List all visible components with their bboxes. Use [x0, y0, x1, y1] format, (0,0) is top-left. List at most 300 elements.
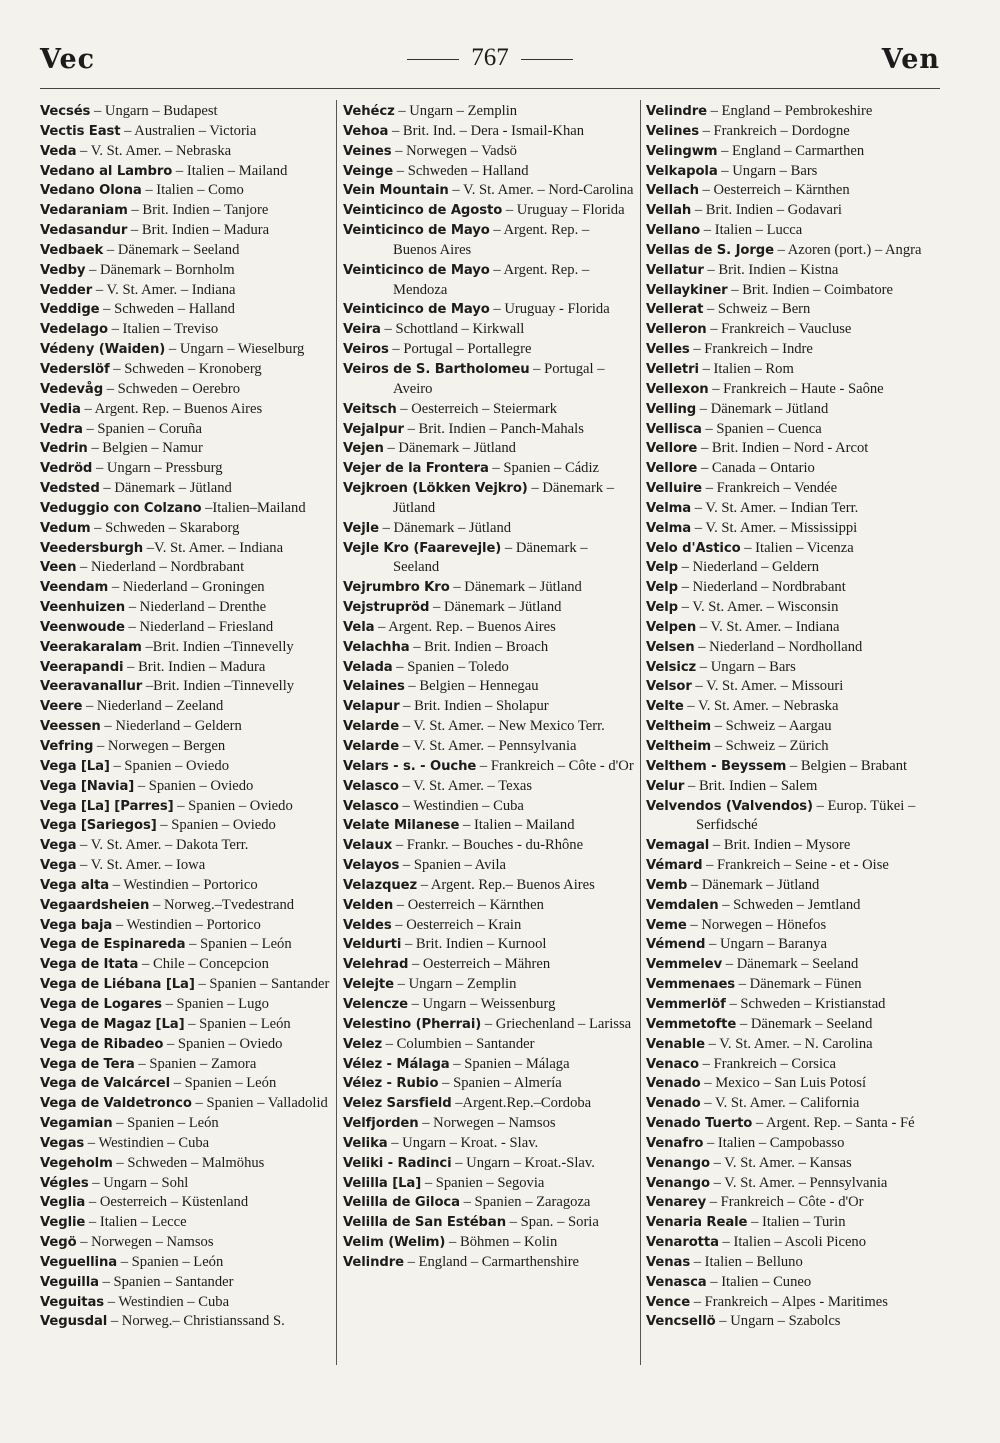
entry [40, 658, 332, 678]
entry-headword: Veinticinco de Mayo [343, 262, 490, 278]
entry-location: – Westindien – Cuba [402, 797, 524, 814]
entry [646, 697, 940, 717]
entry-location: – Spanien – Valladolid [195, 1095, 328, 1112]
entry-location: – Italien – Belluno [693, 1253, 803, 1270]
entry [646, 598, 940, 618]
entry-headword: Veltheim [646, 739, 712, 754]
entry-location: – Frankreich – Côte - d'Or [709, 1194, 864, 1211]
entry-location: – Dänemark – Jütland [393, 480, 615, 516]
entry-headword: Vehécz [343, 104, 395, 119]
entry [343, 916, 635, 936]
entry-location: – Spanien – Segovia [424, 1174, 545, 1191]
entry-headword: Vellexon [646, 381, 709, 397]
entry [343, 797, 635, 817]
entry-headword: Velsicz [646, 659, 697, 675]
entry-headword: Végles [40, 1175, 89, 1191]
entry-headword: Veiros [343, 342, 389, 358]
entry-location: – Belgien – Brabant [789, 757, 908, 774]
entry-location: – Italien – Rom [702, 360, 794, 377]
entry-location: – Schweden – Halland [396, 162, 529, 179]
entry-location: – Spanien – Zaragoza [463, 1194, 591, 1211]
entry-headword: Venasca [646, 1274, 707, 1290]
entry-location: – V. St. Amer. – Nebraska [687, 698, 839, 715]
entry-headword: Velletri [646, 361, 699, 377]
entry-location: – Dänemark – Jütland [103, 480, 232, 497]
entry-headword: Velindre [343, 1254, 404, 1270]
entry [343, 836, 635, 856]
entry [40, 539, 332, 559]
entry [40, 360, 332, 380]
entry-location: – Spanien – Santander [198, 976, 330, 993]
entry-headword: Vellah [646, 203, 692, 219]
entry-location: – Niederland – Friesland [128, 618, 274, 635]
entry [343, 400, 635, 420]
entry [646, 1213, 940, 1233]
entry-location: – Schweden – Jemtland [722, 896, 861, 913]
entry-headword: Vega [40, 838, 77, 854]
entry-headword: Veedersburgh [40, 540, 144, 556]
entry-headword: Vejle [343, 520, 379, 536]
entry [40, 618, 332, 638]
entry-location: – Niederland – Groningen [111, 579, 265, 596]
entry-location: – Argent. Rep.– Buenos Aires [420, 876, 595, 893]
entry [343, 420, 635, 440]
entry-headword: Vellore [646, 441, 698, 457]
entry-headword: Velilla de San Estéban [343, 1215, 506, 1231]
entry [343, 539, 635, 579]
entry-headword: Veeravanallur [40, 679, 143, 695]
entry-headword: Velp [646, 600, 678, 616]
entry [343, 935, 635, 955]
entry-headword: Vemdalen [646, 897, 719, 913]
column-3 [646, 102, 940, 1332]
entry [646, 499, 940, 519]
entry-headword: Venado [646, 1076, 701, 1092]
header-right-catchword: Ven [881, 44, 940, 75]
entry-location: – Norwegen – Hönefos [690, 916, 827, 933]
entry-headword: Veitsch [343, 401, 397, 417]
header-rule [40, 88, 940, 89]
entry [646, 439, 940, 459]
entry-headword: Veen [40, 560, 77, 576]
entry-headword: Velez [343, 1036, 383, 1052]
entry-headword: Venango [646, 1175, 710, 1191]
entry-headword: Vemmetofte [646, 1016, 737, 1032]
entry-location: – Schweiz – Bern [706, 301, 811, 318]
entry-headword: Velehrad [343, 957, 409, 973]
entry-location: – Spanien – Lugo [165, 995, 269, 1012]
entry-headword: Vega [40, 858, 77, 874]
entry-location: – Ungarn – Zemplin [397, 976, 517, 993]
entry-location: – Brit. Indien – Broach [413, 638, 549, 655]
entry-headword: Vegamian [40, 1116, 113, 1132]
entry-location: – Uruguay – Florida [505, 202, 625, 219]
entry [646, 717, 940, 737]
entry-headword: Vedum [40, 520, 91, 536]
entry-headword: Veira [343, 322, 381, 338]
entry-headword: Veendam [40, 580, 109, 596]
entry [343, 618, 635, 638]
entry-headword: Vélez - Rubio [343, 1076, 439, 1092]
entry [646, 1253, 940, 1273]
entry [646, 757, 940, 777]
entry-headword: Veere [40, 699, 83, 715]
entry-location: – Norwegen – Vadsö [395, 142, 517, 159]
entry-headword: Velp [646, 560, 678, 576]
entry-location: – Frankreich – Côte - d'Or [479, 757, 634, 774]
entry-headword: Velte [646, 699, 684, 715]
entry-location: – Brit. Indien – Madura [130, 222, 270, 239]
entry-location: – Niederland – Geldern [104, 718, 242, 735]
entry-location: – Schweden – Halland [103, 301, 235, 318]
entry-location: – Spanien – León [116, 1115, 219, 1132]
entry-location: – Ungarn – Zemplin [398, 103, 518, 119]
entry-location: – Ungarn – Szabolcs [719, 1313, 841, 1330]
entry-headword: Velur [646, 778, 685, 794]
header-left-catchword: Vec [40, 44, 96, 75]
entry [40, 300, 332, 320]
entry-headword: Védeny (Waiden) [40, 342, 166, 358]
entry [40, 122, 332, 142]
entry-headword: Vemagal [646, 838, 710, 854]
entry-headword: Vellore [646, 461, 698, 477]
entry [646, 1015, 940, 1035]
entry [40, 181, 332, 201]
entry-headword: Vémard [646, 858, 703, 874]
entry-location: – Belgien – Namur [91, 440, 203, 457]
entry-location: – Westindien – Portorico [115, 916, 261, 933]
entry-headword: Vedano Olona [40, 183, 142, 199]
entry-location: – Ungarn – Wieselburg [168, 341, 305, 358]
entry [40, 697, 332, 717]
entry-location: – Argent. Rep. – Santa - Fé [755, 1115, 915, 1132]
entry [646, 479, 940, 499]
entry-location: – Niederland – Nordbrabant [681, 579, 846, 596]
entry-headword: Vemb [646, 877, 688, 893]
entry [343, 1134, 635, 1154]
entry-headword: Venarotta [646, 1235, 719, 1251]
entry-location: – Europ. Tükei – Serfidsché [696, 797, 916, 834]
entry-headword: Velthem - Beyssem [646, 758, 787, 774]
entry-location: – England – Pembrokeshire [710, 103, 873, 119]
entry [646, 1035, 940, 1055]
entry-location: – V. St. Amer. – Nord-Carolina [452, 182, 634, 199]
entry-headword: Vencsellö [646, 1314, 716, 1330]
entry-headword: Veines [343, 143, 392, 159]
entry-location: – Norweg.– Christianssand S. [110, 1313, 285, 1330]
entry-location: – Niederland – Zeeland [85, 698, 224, 715]
page-number-block [40, 44, 940, 72]
entry-location: – Brit. Indien – Sholapur [403, 698, 549, 715]
entry [343, 1193, 635, 1213]
column-1 [40, 102, 332, 1332]
entry [40, 995, 332, 1015]
entry-location: – Spanien – Coruña [86, 420, 202, 437]
entry [646, 578, 940, 598]
entry-headword: Venas [646, 1254, 691, 1270]
entry-headword: Velejte [343, 977, 394, 993]
entry-location: – Belgien – Hennegau [408, 678, 539, 695]
entry [646, 1114, 940, 1134]
entry-headword: Vejen [343, 441, 384, 457]
entry-location: – Italien – Treviso [111, 321, 219, 338]
header-dash-left [407, 59, 459, 60]
entry [343, 479, 635, 519]
entry-headword: Velindre [646, 104, 707, 119]
entry [40, 1055, 332, 1075]
entry-headword: Velarde [343, 719, 400, 735]
entry [40, 1134, 332, 1154]
entry-headword: Vega de Ribadeo [40, 1036, 164, 1052]
entry-location: – Italien – Vicenza [744, 539, 854, 556]
entry-location: – Spanien – Málaga [453, 1055, 570, 1072]
entry-location: – Oesterreich – Küstenland [88, 1194, 249, 1211]
entry-location: – Italien – Cuneo [710, 1273, 812, 1290]
entry [343, 1035, 635, 1055]
entry-headword: Veinticinco de Agosto [343, 203, 503, 219]
entry-headword: Veglie [40, 1215, 86, 1231]
entry [646, 737, 940, 757]
entry-location: – Ungarn – Bars [699, 658, 796, 675]
entry-headword: Vellisca [646, 421, 702, 437]
entry-location: – Frankreich – Vaucluse [710, 321, 852, 338]
entry-headword: Vellatur [646, 262, 704, 278]
entry [40, 1233, 332, 1253]
entry-location: – V. St. Amer. – Wisconsin [681, 599, 839, 616]
entry-headword: Velaines [343, 679, 405, 695]
entry-headword: Velo d'Astico [646, 540, 741, 556]
entry [646, 935, 940, 955]
entry-location: – Dänemark – Jütland [690, 876, 820, 893]
entry [40, 1193, 332, 1213]
entry-location: – Brit. Ind. – Dera - Ismail-Khan [391, 122, 585, 139]
entry-headword: Vela [343, 619, 375, 635]
entry-location: – Dänemark – Bornholm [89, 261, 235, 278]
entry-headword: Vejer de la Frontera [343, 461, 489, 477]
header-dash-right [521, 59, 573, 60]
entry [646, 241, 940, 261]
entry [343, 360, 635, 400]
entry-headword: Velma [646, 520, 692, 536]
entry-location: – Oesterreich – Kärnthen [396, 896, 544, 913]
entry-location: – V. St. Amer. – Kansas [713, 1154, 852, 1171]
entry [646, 360, 940, 380]
entry [646, 876, 940, 896]
entry [646, 975, 940, 995]
entry [646, 1074, 940, 1094]
entry-headword: Vega de Valdetronco [40, 1096, 192, 1112]
entry [343, 300, 635, 320]
entry-headword: Veguilla [40, 1274, 99, 1290]
entry [40, 1114, 332, 1134]
entry-location: – Italien – Turin [751, 1214, 846, 1231]
entry-location: – Brit. Indien – Panch-Mahals [407, 420, 584, 437]
entry-headword: Velilla [La] [343, 1175, 422, 1191]
entry-location: – Canada – Ontario [700, 460, 815, 477]
entry-headword: Vellach [646, 183, 699, 199]
entry-location: – Frankreich – Dordogne [702, 122, 850, 139]
entry [343, 816, 635, 836]
entry-location: – Schweiz – Aargau [714, 718, 832, 735]
entry-location: – Westindien – Cuba [87, 1134, 210, 1151]
entry-location: – Dänemark – Jütland [453, 579, 582, 596]
entry-location: – Spanien – Oviedo [137, 777, 254, 794]
entry [343, 102, 635, 122]
entry-location: – Brit. Indien – Tanjore [131, 202, 269, 219]
entry [343, 1055, 635, 1075]
entry [343, 261, 635, 301]
entry [343, 519, 635, 539]
entry-location: – V. St. Amer. – Mississippi [694, 519, 858, 536]
entry [40, 201, 332, 221]
entry [40, 439, 332, 459]
entry [40, 519, 332, 539]
entry [646, 1312, 940, 1332]
entry-headword: Venado Tuerto [646, 1116, 753, 1132]
entry-headword: Vedano al Lambro [40, 163, 173, 179]
entry [40, 1312, 332, 1332]
entry-headword: Veerapandi [40, 659, 124, 675]
entry [40, 241, 332, 261]
entry [343, 1154, 635, 1174]
entry-headword: Veinticinco de Mayo [343, 302, 490, 318]
entry-location: – Dänemark – Seeland [725, 956, 859, 973]
entry-headword: Vegas [40, 1135, 85, 1151]
entry-headword: Vegaardsheien [40, 897, 150, 913]
entry-location: – Ungarn – Pressburg [95, 460, 223, 477]
entry-headword: Vellano [646, 223, 701, 239]
entry [40, 261, 332, 281]
entry [646, 658, 940, 678]
entry-location: –V. St. Amer. – Indiana [146, 539, 284, 556]
entry-location: – Columbien – Santander [385, 1035, 535, 1052]
entry-headword: Veglia [40, 1195, 86, 1211]
entry-location: – Westindien – Cuba [107, 1293, 230, 1310]
entry [646, 181, 940, 201]
entry-headword: Velars - s. - Ouche [343, 758, 477, 774]
entry-headword: Velim (Welim) [343, 1235, 446, 1251]
page-header [40, 44, 940, 84]
entry [343, 578, 635, 598]
entry [343, 1253, 635, 1273]
entry-location: – V. St. Amer. – Nebraska [80, 142, 232, 159]
entry-location: – Frankreich – Indre [693, 341, 813, 358]
entry-headword: Vedder [40, 282, 93, 298]
entry-headword: Venaco [646, 1056, 699, 1072]
entry-location: – Australien – Victoria [124, 122, 257, 139]
entry-headword: Vecsés [40, 104, 91, 119]
entry [40, 142, 332, 162]
entry-headword: Venado [646, 1096, 701, 1112]
entry-headword: Vega [Sariegos] [40, 818, 157, 834]
entry-location: – Oesterreich – Mähren [411, 956, 551, 973]
entry-location: – Brit. Indien – Godavari [694, 202, 842, 219]
entry-headword: Vehoa [343, 123, 389, 139]
entry [40, 737, 332, 757]
entry-location: – Italien – Lecce [88, 1214, 187, 1231]
entry-location: – Schweden – Skaraborg [94, 519, 240, 536]
entry [343, 658, 635, 678]
entry-headword: Veenhuizen [40, 600, 126, 616]
entry-headword: Veddige [40, 302, 100, 318]
entry [343, 181, 635, 201]
entry-headword: Veguitas [40, 1294, 105, 1310]
entry [343, 340, 635, 360]
entry [646, 102, 940, 122]
entry-headword: Vega de Itata [40, 957, 139, 973]
entry [40, 777, 332, 797]
entry-headword: Vega de Espinareda [40, 937, 186, 953]
entry-location: – Italien – Campobasso [706, 1134, 845, 1151]
entry [343, 697, 635, 717]
entry [40, 816, 332, 836]
entry-location: – Spanien – León [173, 1075, 277, 1092]
entry-headword: Venarey [646, 1195, 707, 1211]
entry [343, 1233, 635, 1253]
entry-headword: Velencze [343, 996, 408, 1012]
entry-location: – V. St. Amer. – N. Carolina [708, 1035, 873, 1052]
entry [40, 1154, 332, 1174]
entry-location: – Dänemark – Seeland [739, 1015, 873, 1032]
entry-headword: Venable [646, 1036, 705, 1052]
entry-headword: Vederslöf [40, 361, 110, 377]
entry-headword: Vegusdal [40, 1314, 108, 1330]
entry-location: – V. St. Amer. – Indiana [95, 281, 236, 298]
entry-location: – V. St. Amer. – Texas [402, 777, 533, 794]
entry-headword: Velma [646, 500, 692, 516]
entry-headword: Veenwoude [40, 619, 125, 635]
entry [343, 995, 635, 1015]
entry-headword: Vega de Valcárcel [40, 1076, 171, 1092]
entry-headword: Veinticinco de Mayo [343, 223, 490, 239]
entry-headword: Velate Milanese [343, 818, 460, 834]
entry [646, 1055, 940, 1075]
entry-headword: Velles [646, 342, 690, 358]
entry [40, 1213, 332, 1233]
entry [646, 221, 940, 241]
entry-location: – V. St. Amer. – Pennsylvania [713, 1174, 888, 1191]
entry-location: – V. St. Amer. – California [704, 1095, 860, 1112]
entry-location: – Span. – Soria [509, 1214, 599, 1231]
entry [40, 420, 332, 440]
entry [343, 896, 635, 916]
entry-location: – Norwegen – Bergen [96, 738, 226, 754]
entry-location: – V. St. Amer. – Iowa [80, 857, 206, 874]
entry [40, 1094, 332, 1114]
entry [646, 1154, 940, 1174]
entry-headword: Vejkroen (Lökken Vejkro) [343, 481, 528, 497]
entry-location: – Dänemark – Jütland [382, 519, 512, 536]
entry [646, 916, 940, 936]
entry-headword: Veerakaralam [40, 639, 142, 655]
entry-location: – Brit. Indien – Kurnool [404, 936, 547, 953]
entry-location: – Spanien – Toledo [396, 658, 509, 675]
entry-location: – Spanien – Zamora [138, 1055, 257, 1072]
entry-location: – Schweden – Kristianstad [729, 995, 886, 1012]
entry [343, 598, 635, 618]
entry [40, 162, 332, 182]
entry-headword: Vega de Logares [40, 996, 162, 1012]
entry [646, 1233, 940, 1253]
entry-location: – Oesterreich – Kärnthen [702, 182, 850, 199]
entry-headword: Veguellina [40, 1254, 118, 1270]
entry [40, 281, 332, 301]
entry [343, 717, 635, 737]
entry-headword: Vega [La] [40, 758, 110, 774]
entry-location: – Chile – Concepcion [142, 956, 269, 973]
entry-location: – Frankreich – Haute - Saône [712, 380, 884, 397]
entry-headword: Velleron [646, 322, 707, 338]
